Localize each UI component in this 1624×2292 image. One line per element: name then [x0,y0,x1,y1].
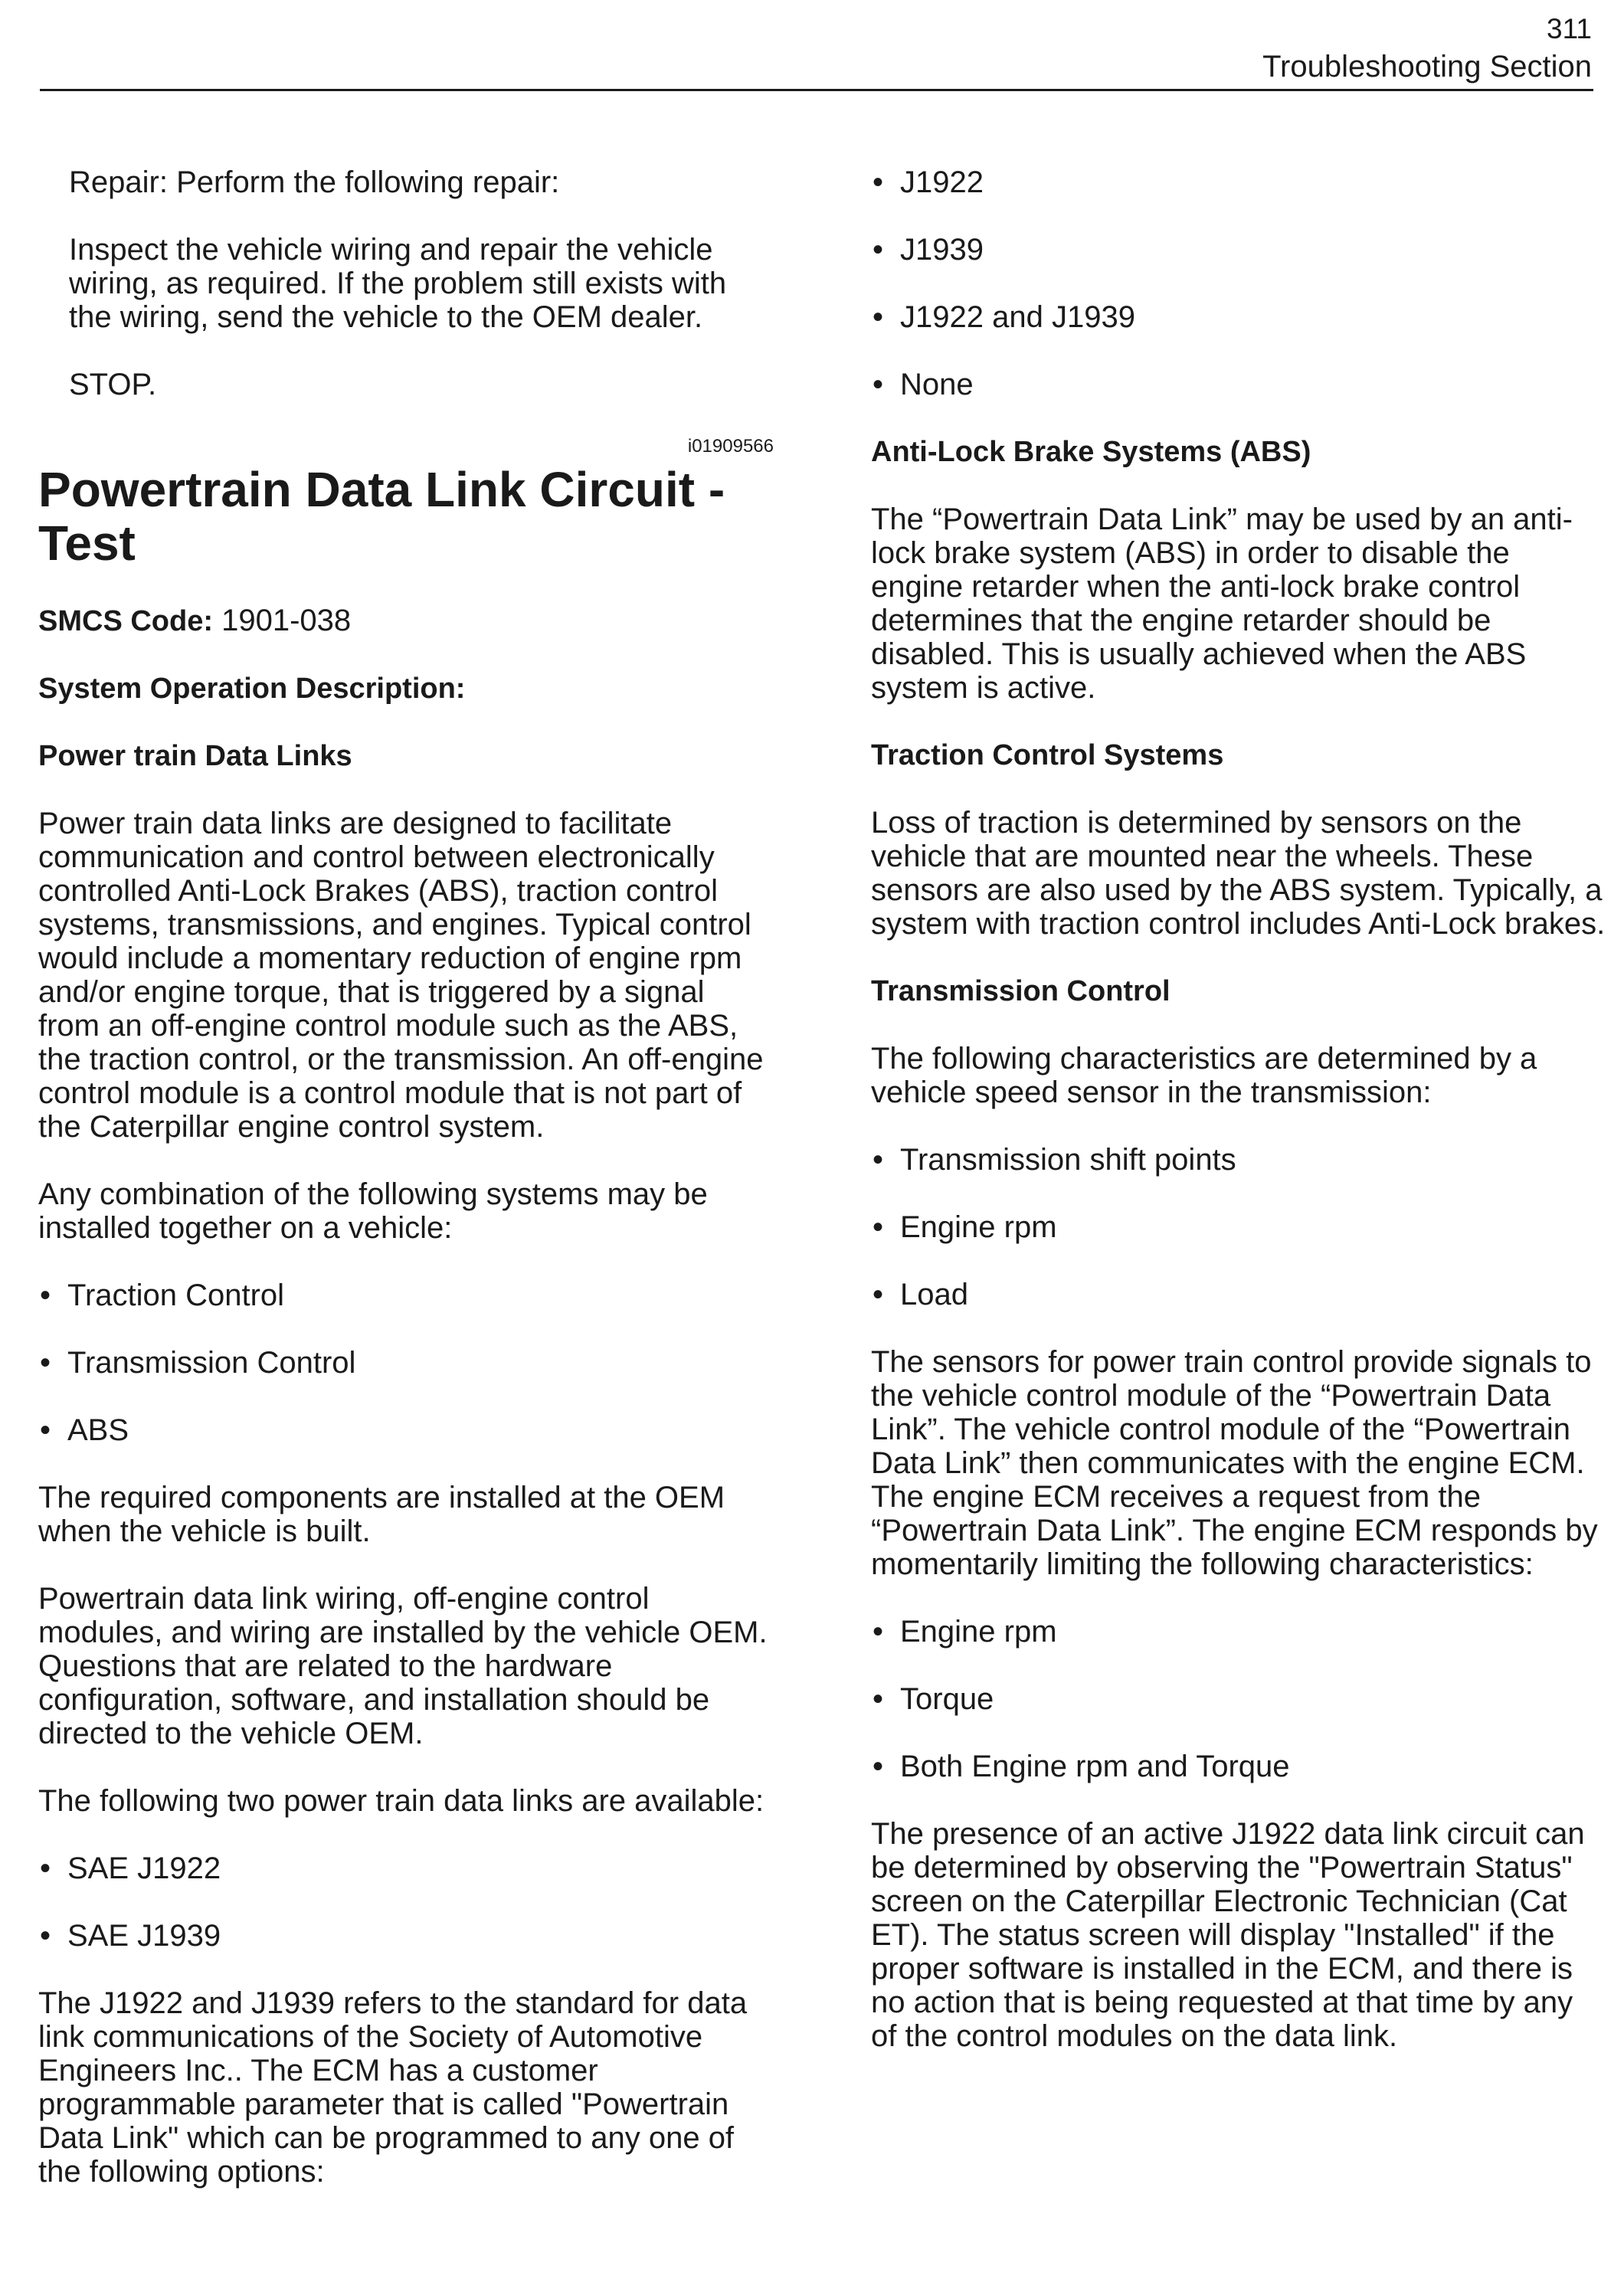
list-item: • J1922 and J1939 [871,300,1606,334]
system-operation-heading: System Operation Description: [38,673,466,705]
list-item: • Load [871,1278,1606,1311]
list-item: • Torque [871,1682,1606,1716]
list-item: • Engine rpm [871,1210,1606,1244]
list-item: • Transmission shift points [871,1143,1606,1177]
wiring-paragraph: Powertrain data link wiring, off-engine control modules, and wiring are installed by the vehicle OEM. Questions that are related to the hardware configuration, software, and installation should be directed to the vehicle OEM. [38,1582,768,1750]
systems-list [38,1279,774,1447]
sensors-paragraph: The sensors for power train control provide signals to the vehicle control module of the “Powertrain Data Link”. The vehicle control module of the “Powertrain Data Link” then communicates with the engine ECM. The engine ECM receives a request from the “Powertrain Data Link”. The engine ECM responds by momentarily limiting the following characteristics: [871,1345,1598,1581]
list-item: • Traction Control [38,1279,774,1312]
links-list [38,1852,774,1953]
repair-text: Perform the following repair: [176,165,560,199]
section-title: Troubleshooting Section [1262,50,1592,83]
abs-paragraph: The “Powertrain Data Link” may be used by an anti-lock brake system (ABS) in order to disable the engine retarder when the anti-lock brake control determines that the engine retarder should be disabled. This is usually achieved when the ABS system is active. [871,503,1573,705]
standard-paragraph: The J1922 and J1939 refers to the standard for data link communications of the Society of Automotive Engineers Inc.. The ECM has a customer programmable parameter that is called "Powertrain Data Link" which can be programmed to any one of the following options: [38,1986,748,2189]
traction-heading: Traction Control Systems [871,739,1224,771]
list-item: • J1922 [871,165,1606,199]
list-item: • Engine rpm [871,1615,1606,1649]
right-column [871,165,1606,2087]
limits-list [871,1615,1606,1783]
repair-line [69,165,774,199]
list-item: • Both Engine rpm and Torque [871,1750,1606,1783]
options-list [871,165,1606,401]
intro-paragraph: Power train data links are designed to facilitate communication and control between electronically controlled Anti-Lock Brakes (ABS), traction control systems, transmissions, and engines. Typical control would include a momentary reduction of engine rpm and/or engine torque, that is triggered by a signal from an off-engine control module such as the ABS, the traction control, or the transmission. An off-engine control module is a control module that is not part of the Caterpillar engine control system. [38,807,764,1144]
repair-block [38,165,774,401]
two-links-paragraph: The following two power train data links are available: [38,1784,765,1818]
header-rule [40,89,1593,91]
smcs-label: SMCS Code: [38,605,213,637]
list-item: • SAE J1939 [38,1919,774,1953]
components-paragraph: The required components are installed at the OEM when the vehicle is built. [38,1481,725,1548]
stop-text: STOP. [69,368,157,401]
list-item: • ABS [38,1413,774,1447]
page-number: 311 [1547,13,1592,44]
abs-heading: Anti-Lock Brake Systems (ABS) [871,436,1311,468]
smcs-code [38,604,774,638]
smcs-value: 1901-038 [221,604,352,637]
left-column [38,165,774,2222]
list-item: • J1939 [871,233,1606,267]
repair-label: Repair: [69,165,168,199]
presence-paragraph: The presence of an active J1922 data link circuit can be determined by observing the "Powertrain Status" screen on the Caterpillar Electronic Technician (Cat ET). The status screen will display "Installed" if the proper software is installed in the ECM, and there is no action that is being requested at that time by any of the control modules on the data link. [871,1817,1585,2053]
traction-paragraph: Loss of traction is determined by sensors on the vehicle that are mounted near the wheels. These sensors are also used by the ABS system. Typically, a system with traction control includes Anti-Lock brakes. [871,806,1606,941]
list-item: • Transmission Control [38,1346,774,1380]
document-id: i01909566 [687,436,774,457]
power-train-data-links-heading: Power train Data Links [38,740,352,772]
page-title: Powertrain Data Link Circuit - Test [38,462,725,571]
repair-detail: Inspect the vehicle wiring and repair the vehicle wiring, as required. If the problem still exists with the wiring, send the vehicle to the OEM dealer. [69,233,727,334]
transmission-list [871,1143,1606,1311]
list-item: • None [871,368,1606,401]
list-item: • SAE J1922 [38,1852,774,1885]
combination-paragraph: Any combination of the following systems may be installed together on a vehicle: [38,1177,708,1245]
transmission-heading: Transmission Control [871,975,1171,1007]
transmission-paragraph: The following characteristics are determined by a vehicle speed sensor in the transmission: [871,1042,1537,1109]
